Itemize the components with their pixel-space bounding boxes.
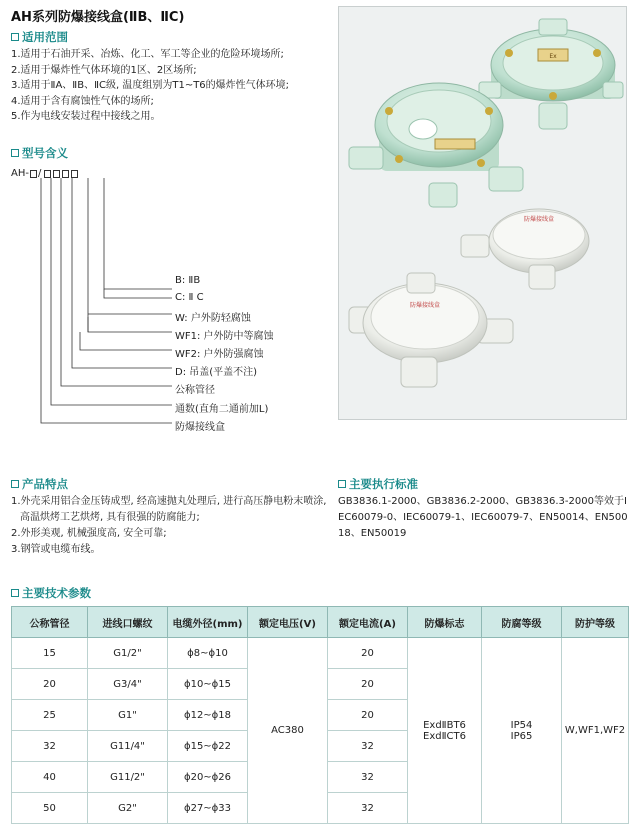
features-item: 3.钢管或电缆布线。 bbox=[11, 544, 101, 555]
cell-thread: G11/2" bbox=[88, 762, 168, 793]
legend-wf1: WF1: 户外防中等腐蚀 bbox=[175, 331, 274, 342]
cell-voltage: AC380 bbox=[248, 638, 328, 824]
scope-item: 1.适用于石油开采、冶炼、化工、军工等企业的危险环境场所; bbox=[11, 49, 284, 60]
cell-thread: G1/2" bbox=[88, 638, 168, 669]
col-header: 公称管径 bbox=[12, 607, 88, 638]
connector-d bbox=[72, 178, 172, 368]
ex-mark-line: ExdⅡBT6 bbox=[423, 719, 466, 731]
specs-table bbox=[11, 606, 629, 824]
scope-item: 4.适用于含有腐蚀性气体的场所; bbox=[11, 95, 154, 107]
features-item: 2.外形美观, 机械强度高, 安全可靠; bbox=[11, 528, 167, 539]
white-box-right bbox=[461, 209, 589, 289]
anticorrosion-line: IP65 bbox=[510, 730, 533, 742]
model-code-prefix: AH- bbox=[11, 168, 29, 179]
legend-box: 防爆接线盒 bbox=[175, 422, 225, 433]
standards-text: GB3836.1-2000、GB3836.2-2000、GB3836.3-2000等效于IEC60079-0、IEC60079-1、IEC60079-7、EN50014、EN50018、EN50019 bbox=[338, 496, 628, 539]
model-heading-text: 型号含义 bbox=[22, 146, 68, 160]
table-header-row bbox=[12, 607, 629, 638]
table-row bbox=[12, 638, 629, 669]
anticorrosion-line: IP54 bbox=[510, 719, 533, 731]
cell-cable: ϕ15~ϕ22 bbox=[168, 731, 248, 762]
legend-wf2: WF2: 户外防强腐蚀 bbox=[175, 349, 264, 360]
cell-diameter: 15 bbox=[12, 638, 88, 669]
legend-c: C: Ⅱ C bbox=[175, 292, 204, 303]
section-square-icon bbox=[11, 480, 19, 488]
features-heading-text: 产品特点 bbox=[22, 477, 68, 491]
cell-diameter: 20 bbox=[12, 669, 88, 700]
cell-current: 32 bbox=[328, 793, 408, 824]
model-connector-lines bbox=[0, 0, 340, 440]
col-header: 防爆标志 bbox=[408, 607, 482, 638]
features-heading bbox=[11, 476, 68, 492]
cell-cable: ϕ10~ϕ15 bbox=[168, 669, 248, 700]
cell-protection: W,WF1,WF2 bbox=[562, 638, 629, 824]
cell-cable: ϕ8~ϕ10 bbox=[168, 638, 248, 669]
cell-thread: G2" bbox=[88, 793, 168, 824]
cell-thread: G3/4" bbox=[88, 669, 168, 700]
connector-w bbox=[88, 178, 172, 332]
col-header: 电缆外径(mm) bbox=[168, 607, 248, 638]
product-photo bbox=[338, 6, 627, 420]
nameplate-text-right: 防爆接线盒 bbox=[523, 216, 555, 223]
legend-b: B: ⅡB bbox=[175, 275, 201, 286]
cell-current: 32 bbox=[328, 731, 408, 762]
features-item: 1.外壳采用铝合金压铸成型, 经高速抛丸处理后, 进行高压静电粉末喷涂, 高温烘烤工艺烘烤, 具有很强的防腐能力; bbox=[11, 496, 327, 523]
scope-item: 2.适用于爆炸性气体环境的1区、2区场所; bbox=[11, 64, 197, 76]
ex-badge-text: Ex bbox=[549, 53, 557, 60]
connector-wf bbox=[80, 332, 172, 350]
legend-d: D: 吊盖(平盖不注) bbox=[175, 367, 258, 378]
standards-heading-text: 主要执行标准 bbox=[349, 477, 418, 491]
nameplate-text-left: 防爆接线盒 bbox=[409, 302, 441, 309]
section-square-icon bbox=[338, 480, 346, 488]
cell-diameter: 32 bbox=[12, 731, 88, 762]
specs-heading-text: 主要技术参数 bbox=[22, 586, 91, 600]
cell-diameter: 50 bbox=[12, 793, 88, 824]
col-header: 防护等级 bbox=[562, 607, 629, 638]
green-box-left bbox=[349, 83, 523, 207]
page-title: AH系列防爆接线盒(ⅡB、ⅡC) bbox=[11, 10, 185, 25]
cell-current: 32 bbox=[328, 762, 408, 793]
cell-current: 20 bbox=[328, 638, 408, 669]
cell-cable: ϕ20~ϕ26 bbox=[168, 762, 248, 793]
product-illustration bbox=[339, 7, 626, 419]
cell-current: 20 bbox=[328, 669, 408, 700]
section-square-icon bbox=[11, 589, 19, 597]
cell-diameter: 40 bbox=[12, 762, 88, 793]
scope-item: 5.作为电线安装过程中接线之用。 bbox=[11, 111, 161, 122]
scope-item: 3.适用于ⅡA、ⅡB、ⅡC级, 温度组别为T1~T6的爆炸性气体环境; bbox=[11, 80, 290, 91]
cell-thread: G11/4" bbox=[88, 731, 168, 762]
cell-anticorrosion bbox=[482, 638, 562, 824]
col-header: 防腐等级 bbox=[482, 607, 562, 638]
legend-ways: 通数(直角二通前加L) bbox=[175, 404, 269, 415]
connector-diameter bbox=[61, 178, 172, 386]
cell-current: 20 bbox=[328, 700, 408, 731]
connector-c bbox=[104, 289, 172, 298]
legend-w: W: 户外防轻腐蚀 bbox=[175, 313, 251, 324]
legend-diameter: 公称管径 bbox=[175, 385, 215, 396]
specs-heading bbox=[11, 585, 91, 601]
code-slash: / bbox=[37, 168, 42, 179]
standards-heading bbox=[338, 476, 418, 492]
connector-b bbox=[104, 178, 172, 289]
cell-ex-mark bbox=[408, 638, 482, 824]
ex-mark-line: ExdⅡCT6 bbox=[423, 730, 466, 742]
connector-ways bbox=[51, 178, 172, 405]
cell-cable: ϕ27~ϕ33 bbox=[168, 793, 248, 824]
cell-thread: G1" bbox=[88, 700, 168, 731]
scope-heading-text: 适用范围 bbox=[22, 30, 68, 44]
cell-cable: ϕ12~ϕ18 bbox=[168, 700, 248, 731]
cell-diameter: 25 bbox=[12, 700, 88, 731]
col-header: 额定电流(A) bbox=[328, 607, 408, 638]
white-box-left bbox=[349, 273, 513, 387]
features-list bbox=[11, 494, 333, 558]
col-header: 进线口螺纹 bbox=[88, 607, 168, 638]
col-header: 额定电压(V) bbox=[248, 607, 328, 638]
